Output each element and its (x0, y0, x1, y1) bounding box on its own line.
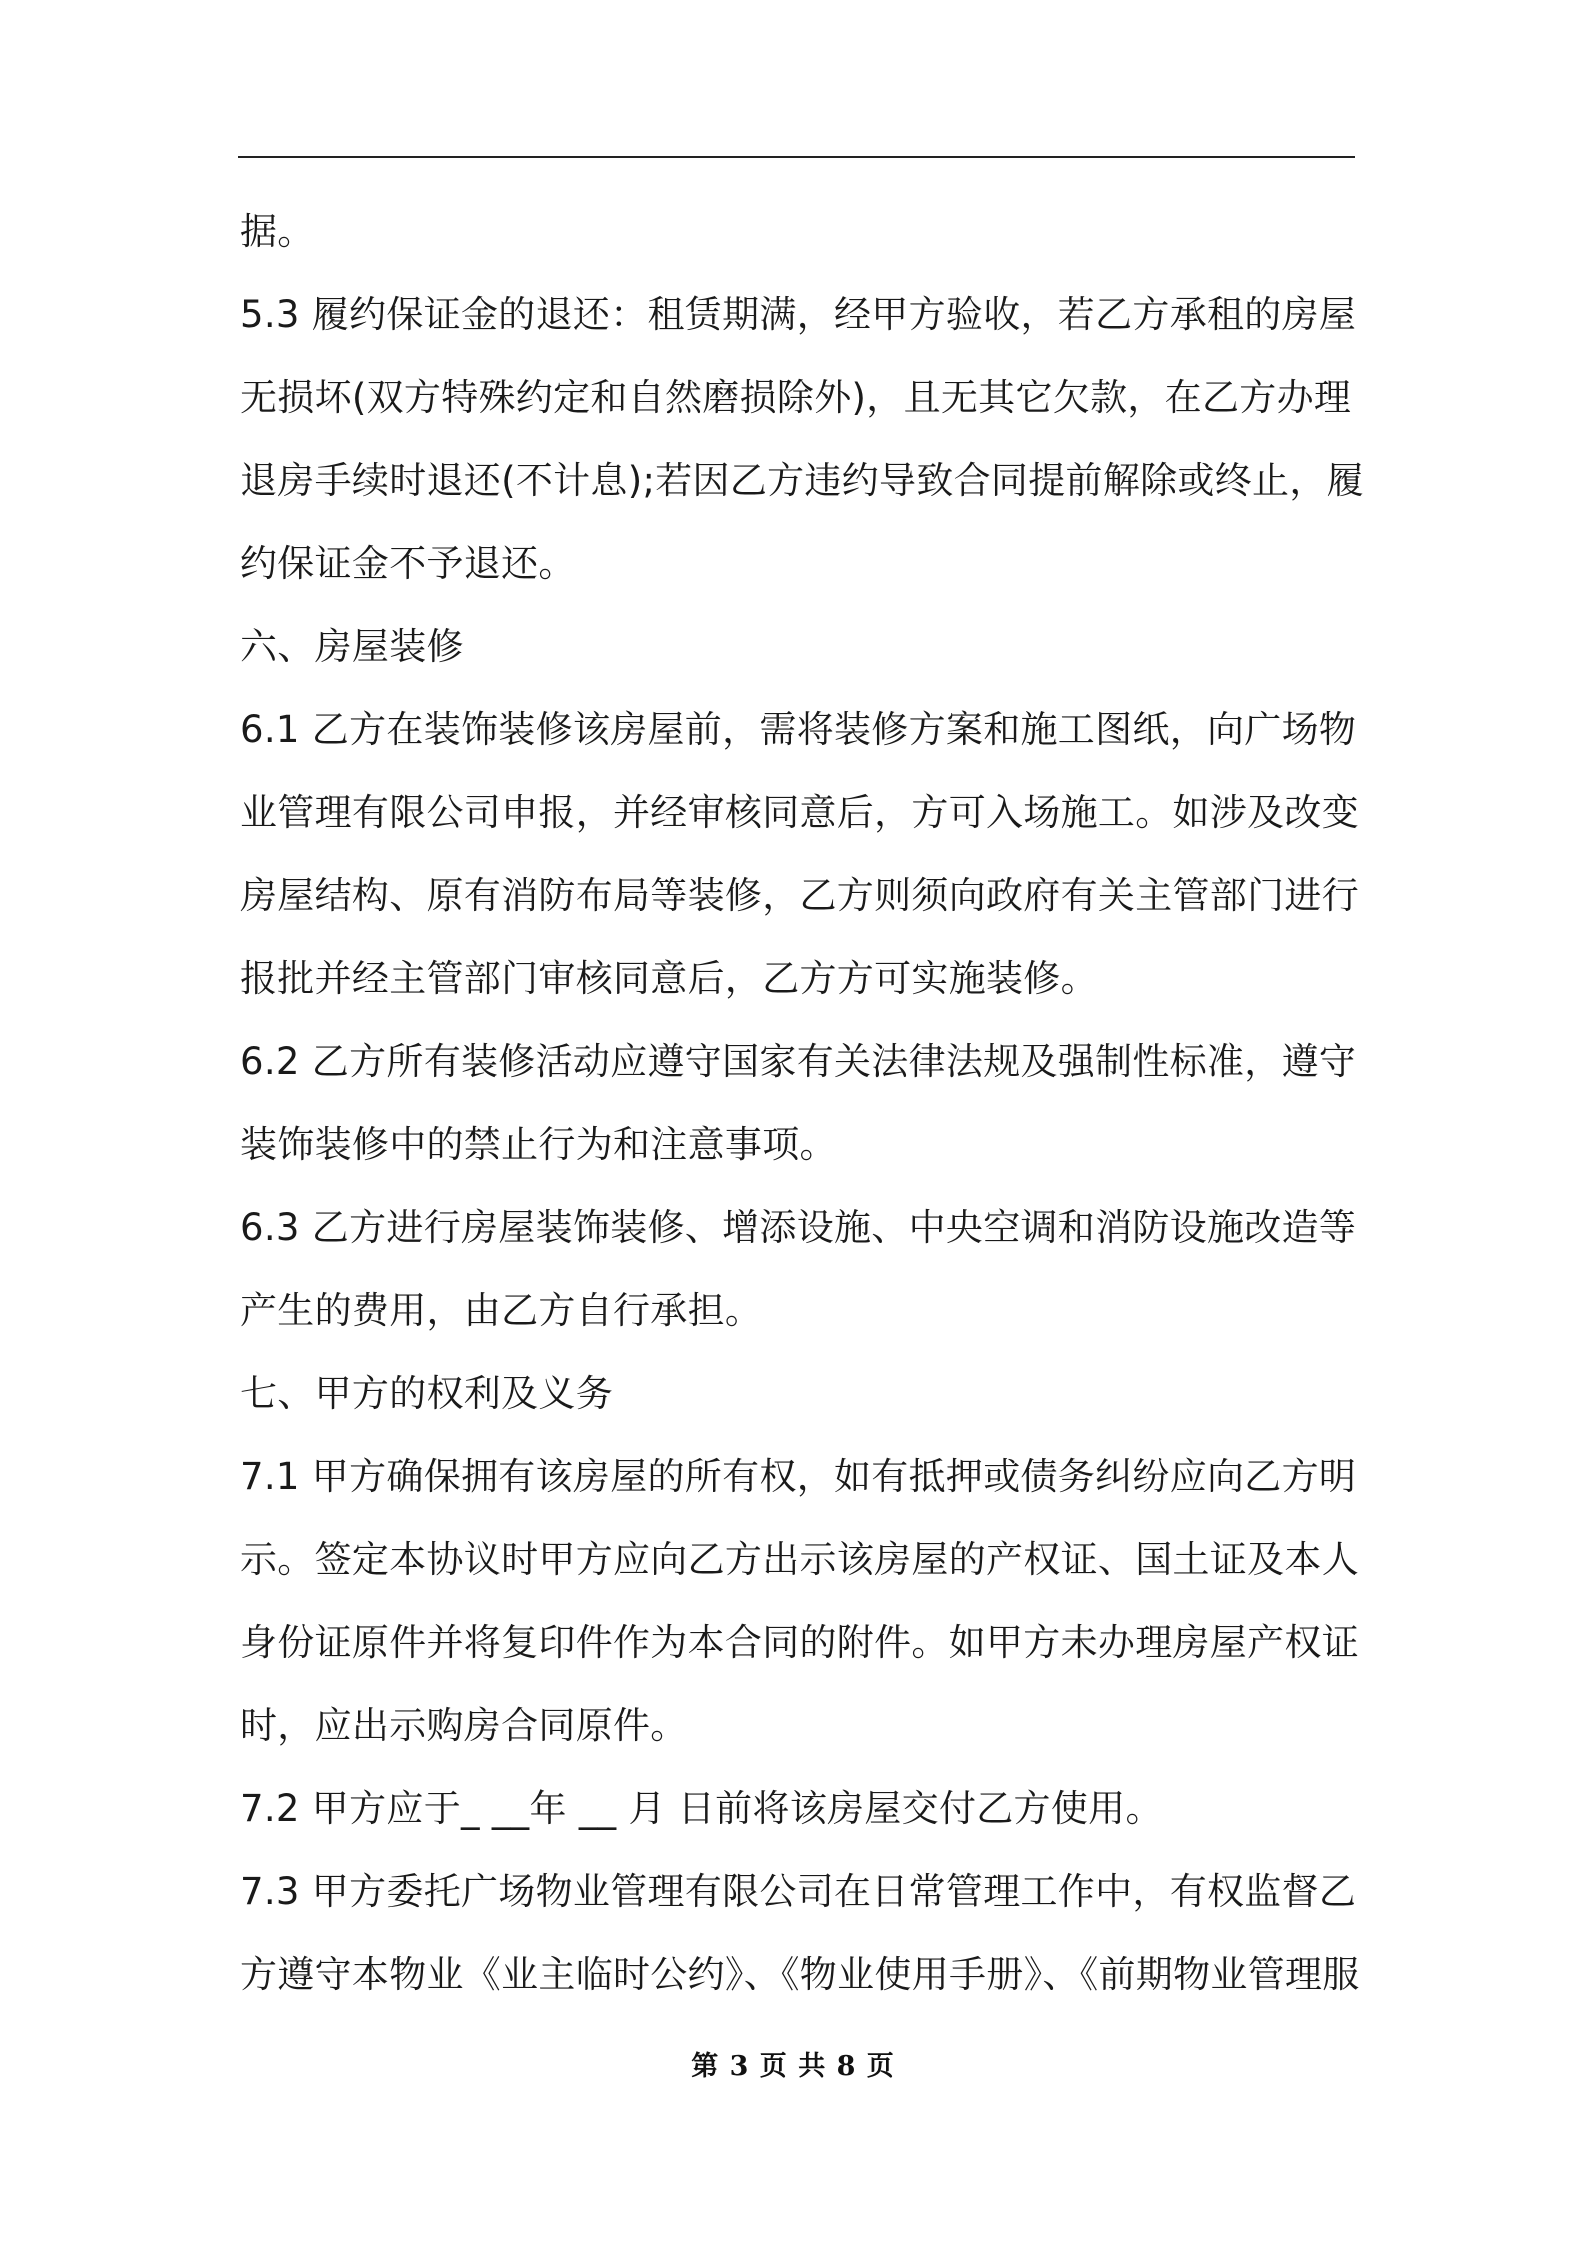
text-line: 据。 (240, 210, 315, 253)
text-line: 房屋结构、原有消防布局等装修，乙方则须向政府有关主管部门进行 (240, 874, 1359, 917)
document-body (240, 190, 1364, 2016)
text-line: 约保证金不予退还。 (240, 542, 576, 585)
text-line: 无损坏(双方特殊约定和自然磨损除外)，且无其它欠款，在乙方办理 (240, 376, 1352, 419)
text-line: 身份证原件并将复印件作为本合同的附件。如甲方未办理房屋产权证 (240, 1621, 1359, 1664)
text-line: 6.3 乙方进行房屋装饰装修、增添设施、中央空调和消防设施改造等 (240, 1206, 1357, 1249)
text-line: 6.2 乙方所有装修活动应遵守国家有关法律法规及强制性标准，遵守 (240, 1040, 1357, 1083)
section-heading: 七、甲方的权利及义务 (240, 1372, 613, 1415)
text-line: 5.3 履约保证金的退还：租赁期满，经甲方验收，若乙方承租的房屋 (240, 293, 1357, 336)
section-heading: 六、房屋装修 (240, 625, 464, 668)
text-line: 7.3 甲方委托广场物业管理有限公司在日常管理工作中，有权监督乙 (240, 1870, 1357, 1913)
text-line: 退房手续时退还(不计息);若因乙方违约导致合同提前解除或终止，履 (240, 459, 1364, 502)
text-line: 报批并经主管部门审核同意后，乙方方可实施装修。 (240, 957, 1098, 1000)
text-line: 7.1 甲方确保拥有该房屋的所有权，如有抵押或债务纠纷应向乙方明 (240, 1455, 1357, 1498)
page-number: 第 3 页 共 8 页 (691, 2051, 895, 2082)
text-line: 产生的费用，由乙方自行承担。 (240, 1289, 763, 1332)
text-line: 示。签定本协议时甲方应向乙方出示该房屋的产权证、国土证及本人 (240, 1538, 1359, 1581)
header-rule (238, 156, 1355, 158)
text-line: 方遵守本物业《业主临时公约》、《物业使用手册》、《前期物业管理服 (240, 1953, 1360, 1996)
text-line: 业管理有限公司申报，并经审核同意后，方可入场施工。如涉及改变 (240, 791, 1359, 834)
text-line: 装饰装修中的禁止行为和注意事项。 (240, 1123, 837, 1166)
text-line: 时，应出示购房合同原件。 (240, 1704, 688, 1747)
text-line: 6.1 乙方在装饰装修该房屋前，需将装修方案和施工图纸，向广场物 (240, 708, 1357, 751)
text-line: 7.2 甲方应于_ __年 __ 月 日前将该房屋交付乙方使用。 (240, 1787, 1163, 1830)
